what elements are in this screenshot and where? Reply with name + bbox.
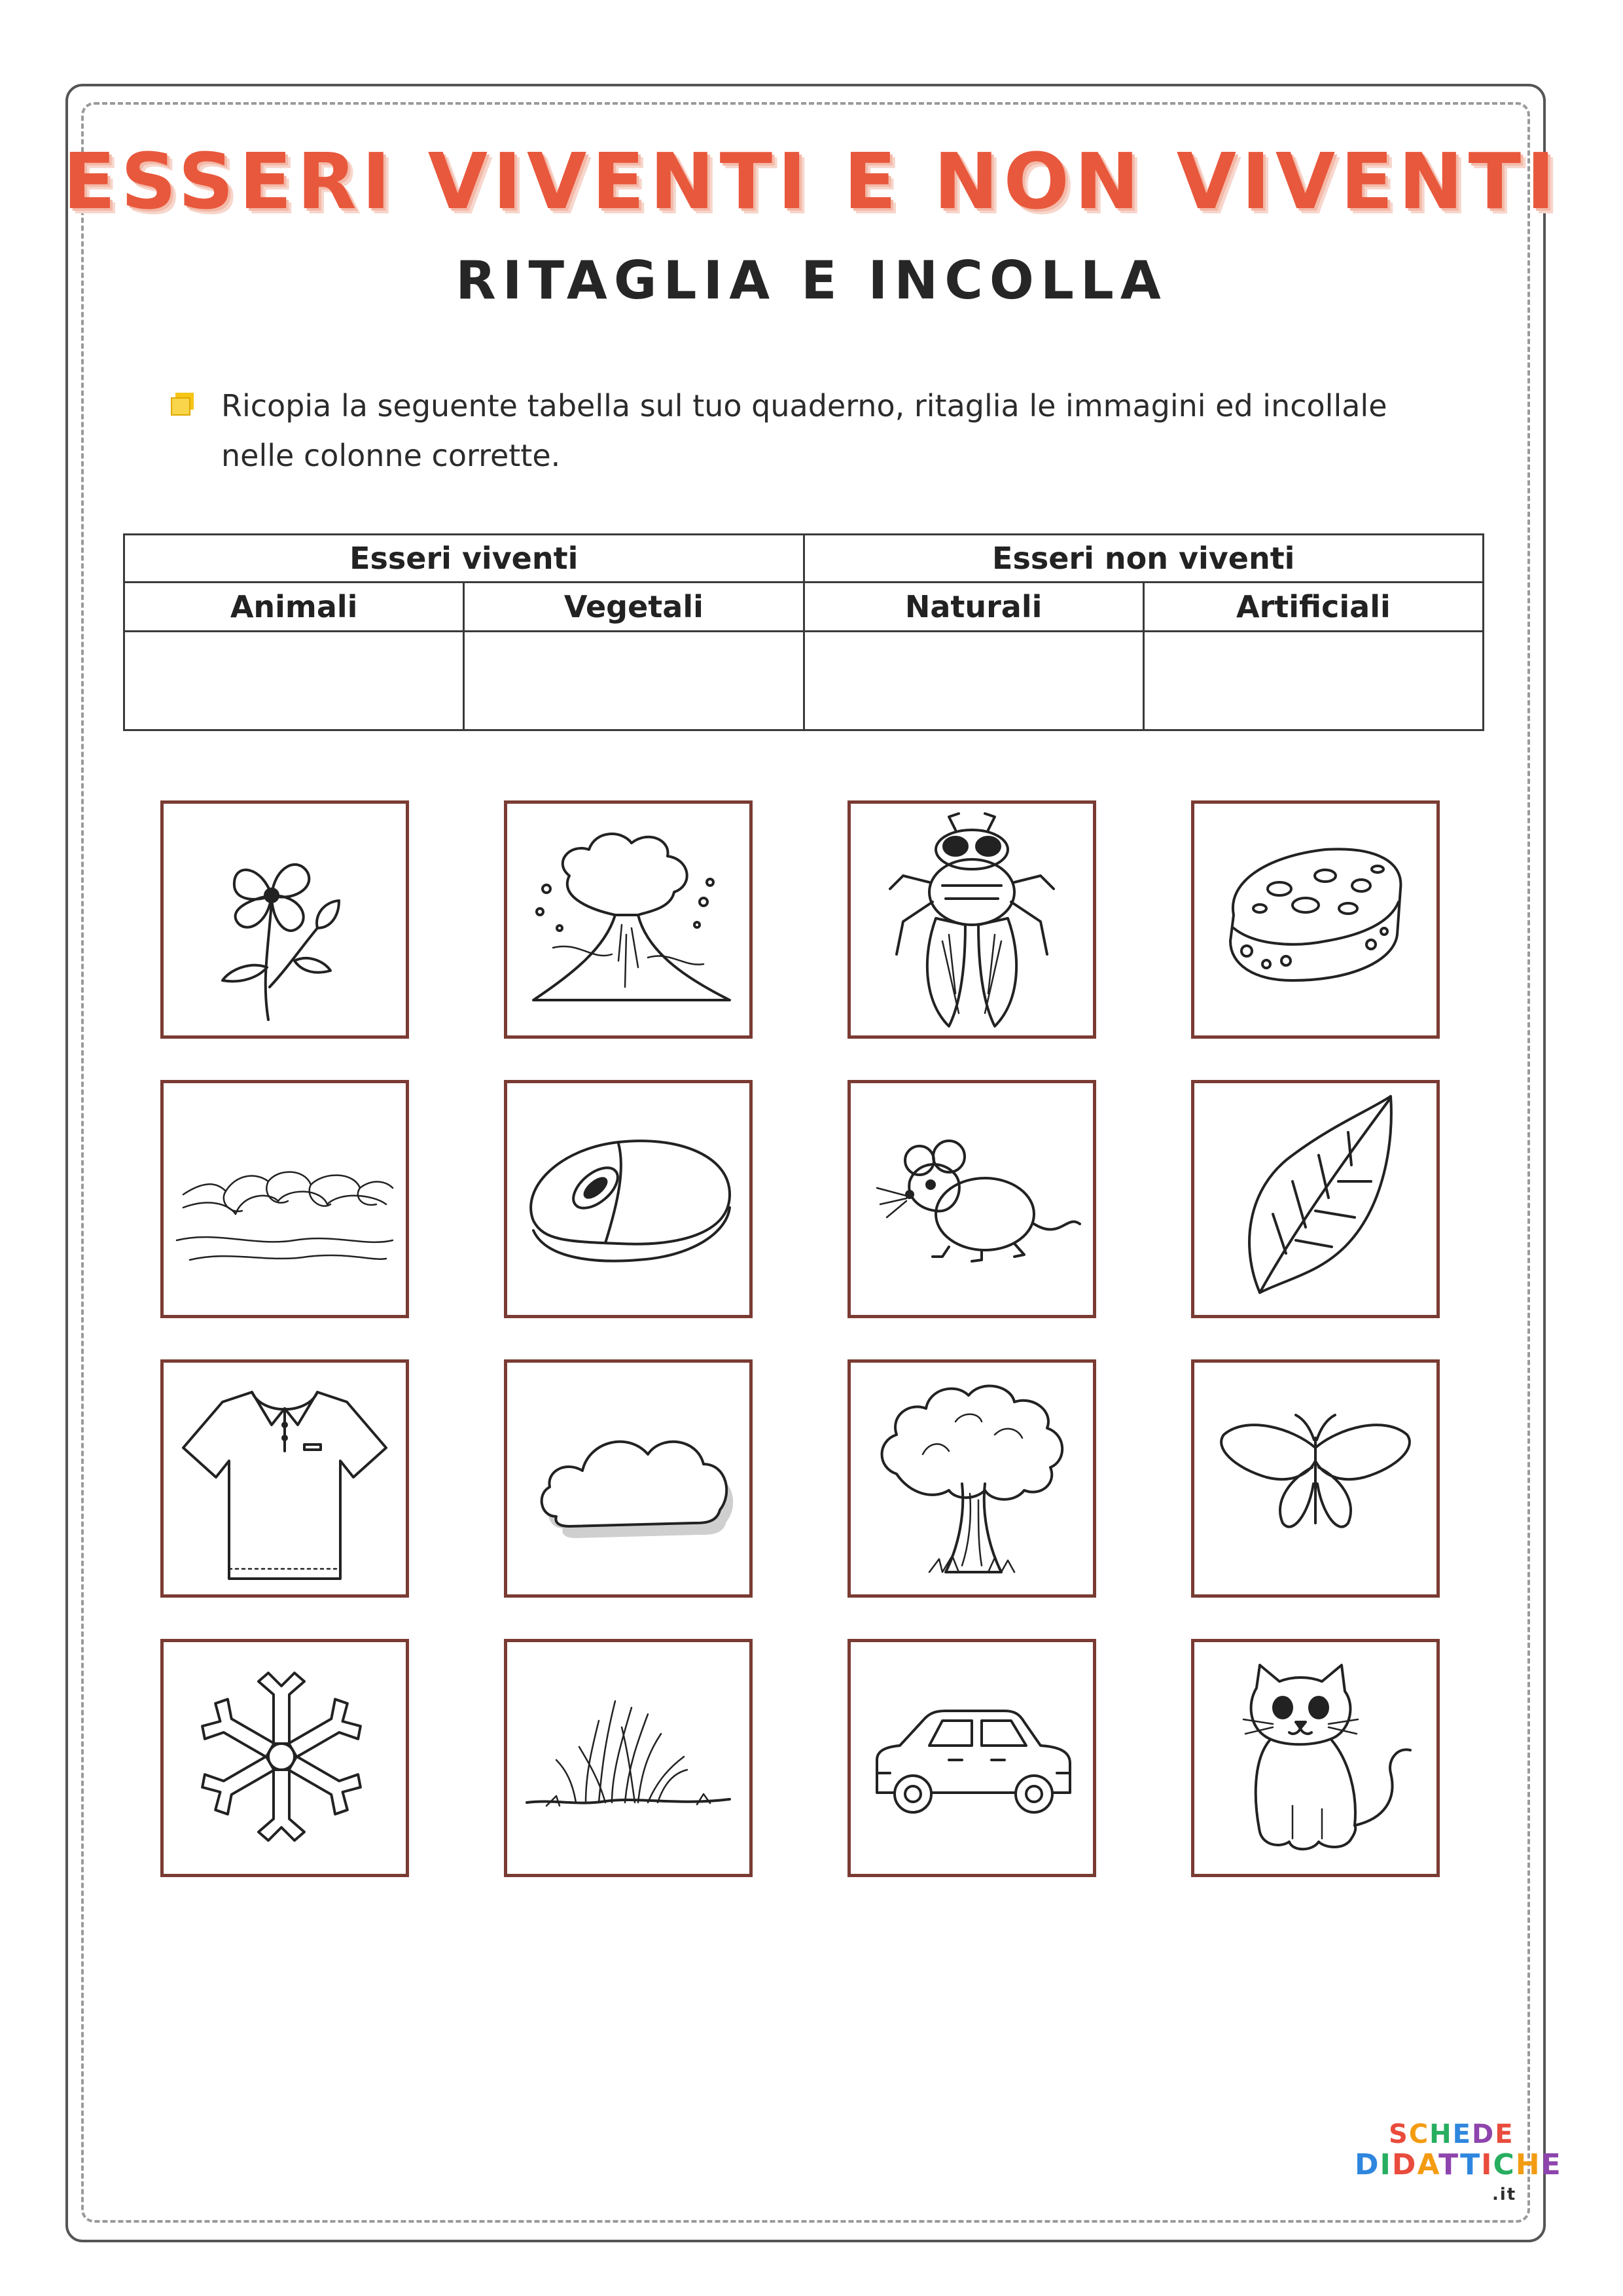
card-car[interactable]	[847, 1639, 1096, 1877]
car-icon	[851, 1642, 1093, 1874]
table-header-vegetali: Vegetali	[464, 583, 804, 632]
table-header-artificiali: Artificiali	[1143, 583, 1483, 632]
card-fly[interactable]	[847, 800, 1096, 1039]
flower-icon	[164, 804, 406, 1035]
card-grass[interactable]	[504, 1639, 753, 1877]
volcano-icon	[507, 804, 749, 1035]
cat-icon	[1194, 1642, 1436, 1874]
card-flower[interactable]	[160, 800, 409, 1039]
table-cell-naturali[interactable]	[804, 632, 1143, 730]
snowflake-icon	[164, 1642, 406, 1874]
leaf-icon	[1194, 1083, 1436, 1315]
table-cell-vegetali[interactable]	[464, 632, 804, 730]
sorting-table	[123, 533, 1484, 731]
card-butterfly[interactable]	[1191, 1359, 1440, 1598]
card-cat[interactable]	[1191, 1639, 1440, 1877]
computer-mouse-icon	[507, 1083, 749, 1315]
fly-icon	[851, 804, 1093, 1035]
instruction-text: Ricopia la seguente tabella sul tuo quaderno, ritaglia le immagini ed incollale nelle colonne corrette.	[221, 388, 1387, 473]
table-group-living: Esseri viventi	[124, 535, 804, 583]
table-cell-animali[interactable]	[124, 632, 464, 730]
table-header-animali: Animali	[124, 583, 464, 632]
card-computer-mouse[interactable]	[504, 1080, 753, 1318]
table-header-naturali: Naturali	[804, 583, 1143, 632]
bullet-icon	[169, 390, 196, 418]
page-subtitle: RITAGLIA E INCOLLA	[455, 250, 1168, 311]
polo-shirt-icon	[164, 1363, 406, 1594]
logo-line-1: SCHEDE	[1389, 2119, 1514, 2149]
card-volcano[interactable]	[504, 800, 753, 1039]
card-mouse-animal[interactable]	[847, 1080, 1096, 1318]
page-title: ESSERI VIVENTI E NON VIVENTI	[62, 136, 1561, 226]
sponge-icon	[1194, 804, 1436, 1035]
logo-line-2: DIDATTICHE	[1355, 2148, 1562, 2181]
butterfly-icon	[1194, 1363, 1436, 1594]
table-group-nonliving: Esseri non viventi	[804, 535, 1484, 583]
card-snowflake[interactable]	[160, 1639, 409, 1877]
logo-line-3: .it	[1492, 2185, 1517, 2204]
card-leaf[interactable]	[1191, 1080, 1440, 1318]
card-polo-shirt[interactable]	[160, 1359, 409, 1598]
waves-icon	[164, 1083, 406, 1315]
table-cell-artificiali[interactable]	[1143, 632, 1483, 730]
cloud-icon	[507, 1363, 749, 1594]
card-tree[interactable]	[847, 1359, 1096, 1598]
schede-didattiche-logo	[1355, 2119, 1562, 2217]
card-waves[interactable]	[160, 1080, 409, 1318]
card-cloud[interactable]	[504, 1359, 753, 1598]
grass-icon	[507, 1642, 749, 1874]
mouse-animal-icon	[851, 1083, 1093, 1315]
card-sponge[interactable]	[1191, 800, 1440, 1039]
tree-icon	[851, 1363, 1093, 1594]
